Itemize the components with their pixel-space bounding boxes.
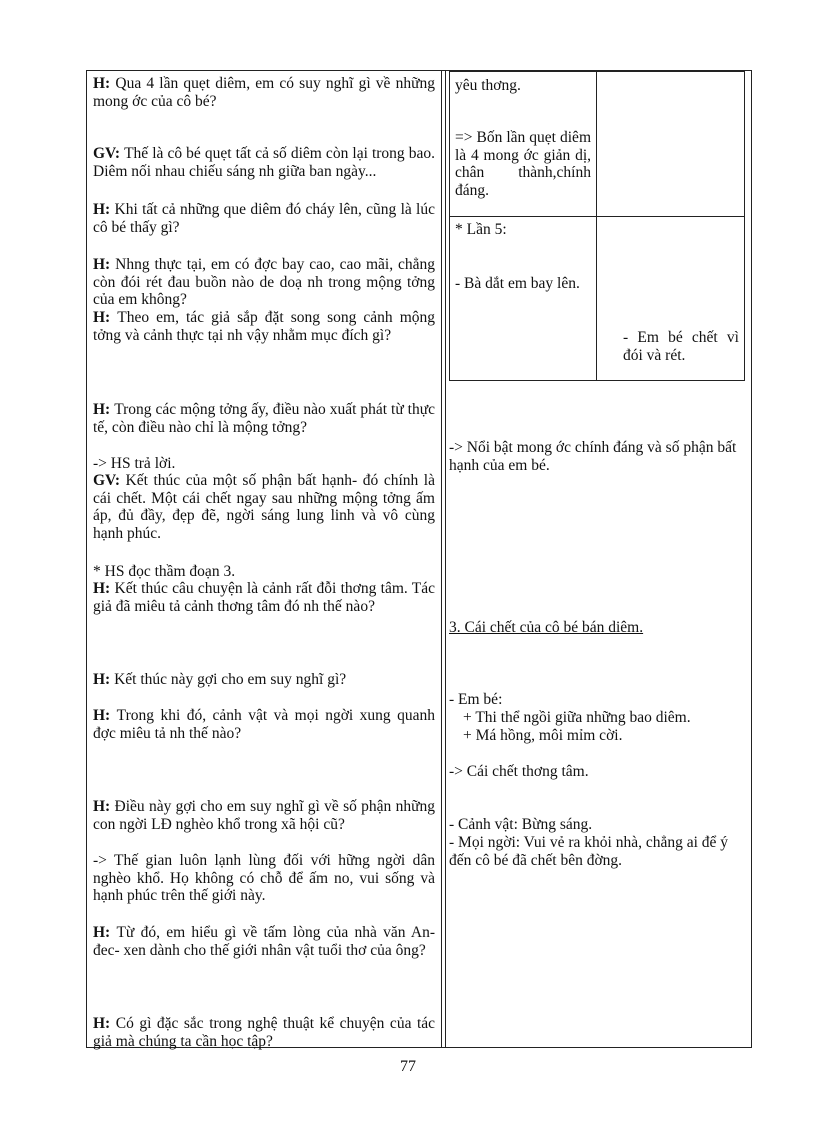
answer-9: -> Thế gian luôn lạnh lùng đối với hững ngời dân nghèo khổ. Họ không có chỗ để ấm no, vui sống và hạnh phúc trên thế giới này. [93, 852, 435, 904]
lesson-table [86, 70, 752, 1048]
list-item: + Má hồng, môi mỉm cời. [463, 727, 623, 744]
inner-text: yêu thơng. [455, 77, 521, 94]
speaker-label: H: [93, 671, 115, 688]
speaker-label: H: [93, 201, 115, 218]
student-task: * HS đọc thầm đoạn 3. [93, 563, 236, 580]
inner-text: - Em bé chết vì đói và rét. [623, 329, 739, 364]
speaker-label: GV: [93, 145, 125, 162]
list-item: -> Cái chết thơng tâm. [449, 763, 589, 780]
student-answer: -> HS trả lời. [93, 455, 176, 472]
question-text: Điều này gợi cho em suy nghĩ gì về số phận những con ngời LĐ nghèo khổ trong xã hội cũ? [93, 798, 436, 833]
question-9 [93, 798, 435, 833]
question-text: Khi tất cả những que diêm đó cháy lên, cũng là lúc cô bé thấy gì? [93, 201, 435, 236]
list-item: - Cảnh vật: Bừng sáng. [449, 816, 593, 833]
speaker-label: H: [93, 309, 118, 326]
section-heading [449, 619, 745, 637]
inner-table-cell [596, 71, 745, 217]
column-divider [441, 71, 442, 1047]
speaker-label: H: [93, 401, 115, 418]
note-text: Kết thúc của một số phận bất hạnh- đó chính là cái chết. Một cái chết ngay sau những mộng tởng ấm áp, đủ đầy, đẹp đẽ, ngời sáng lung linh và vô cùng hạnh phúc. [93, 472, 435, 542]
question-text: Trong các mộng tởng ấy, điều nào xuất phát từ thực tế, còn điều nào chỉ là mộng tởng? [93, 401, 436, 436]
question-8 [93, 707, 435, 742]
list-item: - Mọi ngời: Vui vẻ ra khỏi nhà, chẳng ai để ý đến cô bé đã chết bên đờng. [449, 834, 729, 869]
speaker-label: GV: [93, 472, 126, 489]
question-3 [93, 256, 435, 309]
question-text: Nhng thực tại, em có đợc bay cao, cao mãi, chẳng còn đói rét đau buồn nào de doạ nh trong mộng tởng của em không? [93, 256, 435, 308]
speaker-label: H: [93, 580, 115, 597]
inner-text: - Bà dắt em bay lên. [455, 275, 580, 292]
question-text: Từ đó, em hiểu gì về tấm lòng của nhà văn An- đec- xen dành cho thế giới nhân vật tuổi thơ của ông? [93, 924, 436, 959]
list-item: - Em bé: [449, 691, 503, 708]
question-7 [93, 671, 435, 689]
speaker-label: H: [93, 1015, 116, 1032]
question-1 [93, 75, 435, 110]
question-6 [93, 580, 435, 615]
conclusion: -> Nổi bật mong ớc chính đáng và số phận bất hạnh của em bé. [449, 439, 737, 474]
section-heading-text: 3. Cái chết của cô bé bán diêm. [449, 619, 644, 636]
speaker-label: H: [93, 924, 117, 941]
speaker-label: H: [93, 75, 116, 92]
speaker-label: H: [93, 707, 117, 724]
note-text: Thế là cô bé quẹt tất cả số diêm còn lại trong bao. Diêm nối nhau chiếu sáng nh giữa ban ngày... [93, 145, 435, 180]
teacher-note-1 [93, 145, 435, 180]
page-number: 77 [400, 1058, 416, 1075]
question-text: Kết thúc này gợi cho em suy nghĩ gì? [114, 671, 347, 688]
inner-text: * Lần 5: [455, 221, 507, 238]
inner-text: => Bốn lần quẹt diêm là 4 mong ớc giản dị, chân thành,chính đáng. [455, 129, 591, 199]
question-text: Trong khi đó, cảnh vật và mọi ngời xung quanh đợc miêu tả nh thế nào? [93, 707, 436, 742]
question-text: Kết thúc câu chuyện là cảnh rất đỗi thơng tâm. Tác giả đã miêu tả cảnh thơng tâm đó nh thế nào? [93, 580, 435, 615]
question-10 [93, 924, 435, 959]
question-11 [93, 1015, 435, 1050]
teacher-note-2 [93, 472, 435, 542]
question-2 [93, 201, 435, 236]
column-divider [445, 71, 446, 1047]
question-5 [93, 401, 435, 436]
question-text: Qua 4 lần quẹt diêm, em có suy nghĩ gì về những mong ớc của cô bé? [93, 75, 435, 110]
list-item: + Thi thể ngồi giữa những bao diêm. [463, 709, 691, 726]
speaker-label: H: [93, 798, 115, 815]
question-text: Có gì đặc sắc trong nghệ thuật kể chuyện của tác giả mà chúng ta cần học tập? [93, 1015, 436, 1050]
speaker-label: H: [93, 256, 116, 273]
question-4 [93, 309, 435, 344]
question-text: Theo em, tác giả sắp đặt song song cảnh mộng tởng và cảnh thực tại nh vậy nhằm mục đích gì? [93, 309, 436, 344]
